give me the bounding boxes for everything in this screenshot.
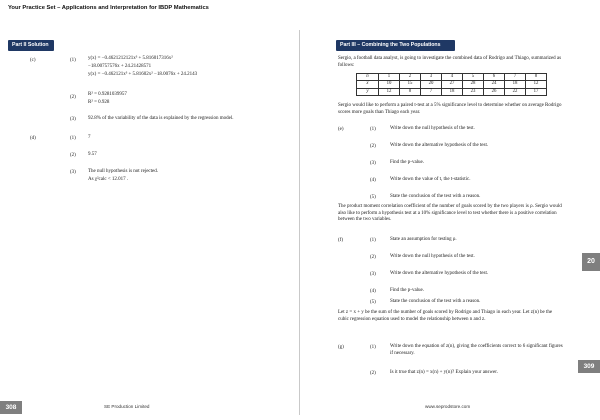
g-2-text: Is it true that z(n) = x(n) + y(n)? Explain your answer. — [390, 370, 498, 375]
g-label: (g) — [338, 345, 344, 350]
table-cell: 26 — [484, 88, 505, 95]
left-section-header: Part II Solution — [8, 40, 54, 51]
d-ii-text: 9.57 — [88, 152, 97, 157]
left-page-number: 308 — [0, 401, 22, 414]
table-cell: 18 — [442, 88, 463, 95]
right-footer: www.seprodstore.com — [425, 404, 471, 409]
table-cell: 27 — [442, 81, 463, 88]
chapter-tab: 20 — [582, 253, 600, 271]
e-1-text: Write down the null hypothesis of the test. — [390, 126, 475, 131]
e-5-text: State the conclusion of the test with a reason. — [390, 194, 481, 199]
c-ii-line-2: R² = 0.928 — [88, 100, 110, 105]
f-1-text: State an assumption for testing ρ. — [390, 237, 457, 242]
f-3-num: (3) — [370, 272, 376, 277]
table-cell: 8 — [400, 88, 421, 95]
e-5-num: (5) — [370, 195, 376, 200]
g-2-num: (2) — [370, 371, 376, 376]
c-i-line-1: y(x) = −0.4621212121x³ + 5.816017316x² — [88, 56, 173, 61]
table-cell: 15 — [400, 81, 421, 88]
right-section-header: Part III – Combining the Two Populations — [336, 40, 455, 51]
e-3-num: (3) — [370, 161, 376, 166]
f-label: (f) — [338, 238, 343, 243]
right-page-number: 309 — [578, 360, 600, 373]
table-cell: 8 — [526, 74, 547, 81]
f-2-text: Write down the null hypothesis of the test. — [390, 254, 475, 259]
let-z-paragraph: Let z = x + y be the sum of the number of goals scored by Rodrigo and Thiago in each year. Let z(n) be the cubic regression equation used to model the relationship between n and z. — [338, 310, 553, 322]
book-title: Your Practice Set – Applications and Interpretation for IBDP Mathematics — [8, 5, 209, 11]
table-cell: 18 — [505, 81, 526, 88]
e-4-text: Write down the value of t, the t-statistic. — [390, 177, 471, 182]
table-cell: 17 — [526, 88, 547, 95]
table-cell: 12 — [526, 81, 547, 88]
left-footer: SE Production Limited — [104, 404, 150, 409]
after-table-paragraph: Sergio would like to perform a paired t-test at a 5% significance level to determine whether on average Rodrigo scores more goals than Thiago each year. — [338, 103, 562, 115]
table-cell: 22 — [505, 88, 526, 95]
d-ii-num: (2) — [70, 153, 76, 158]
table-cell: x — [357, 81, 379, 88]
data-table — [356, 73, 547, 96]
table-cell: 7 — [505, 74, 526, 81]
correlation-paragraph: The product moment correlation coefficient of the number of goals scored by the two players is ρ. Sergio would also like to perform a hypothesis test at a 10% significance level to test whether there is a positive correlation between the two variables. — [338, 204, 562, 223]
table-cell: 7 — [421, 88, 442, 95]
table-cell: y — [357, 88, 379, 95]
f-5-num: (5) — [370, 300, 376, 305]
c-iii-text: 92.8% of the variability of the data is explained by the regression model. — [88, 116, 234, 121]
d-iii-num: (3) — [70, 170, 76, 175]
c-i-line-3: y(x) = −0.462121x³ + 5.81602x² −18.0076x + 24.2143 — [88, 72, 198, 77]
d-label: (d) — [30, 136, 36, 141]
table-cell: 12 — [379, 88, 400, 95]
f-3-text: Write down the alternative hypothesis of the test. — [390, 271, 489, 276]
e-4-num: (4) — [370, 178, 376, 183]
e-3-text: Find the p-value. — [390, 160, 425, 165]
table-row — [357, 74, 547, 81]
e-label: (e) — [338, 127, 344, 132]
f-2-num: (2) — [370, 255, 376, 260]
table-cell: 2 — [400, 74, 421, 81]
e-2-num: (2) — [370, 144, 376, 149]
table-cell: 1 — [379, 74, 400, 81]
d-iii-line-1: The null hypothesis is not rejected. — [88, 169, 158, 174]
table-cell: 24 — [484, 81, 505, 88]
d-i-num: (1) — [70, 136, 76, 141]
f-5-text: State the conclusion of the test with a reason. — [390, 299, 481, 304]
table-cell: 3 — [421, 74, 442, 81]
table-cell: 28 — [463, 81, 484, 88]
c-ii-num: (2) — [70, 95, 76, 100]
c-iii-num: (3) — [70, 117, 76, 122]
c-i-line-2: −18.00757576x + 24.21428571 — [88, 64, 152, 69]
table-cell: 5 — [463, 74, 484, 81]
table-cell: 23 — [463, 88, 484, 95]
table-cell: 20 — [421, 81, 442, 88]
d-iii-line-2: As χ²calc < 12.017 . — [88, 177, 129, 182]
table-row — [357, 81, 547, 88]
e-1-num: (1) — [370, 127, 376, 132]
c-label: (c) — [30, 58, 36, 63]
intro-paragraph: Sergio, a football data analyst, is going to investigate the combined data of Rodrigo and Thiago, summarized as follows: — [338, 56, 562, 68]
table-cell: n — [357, 74, 379, 81]
table-cell: 10 — [379, 81, 400, 88]
g-1-text: Write down the equation of z(n), giving the coefficients correct to 6 significant figures if necessary. — [390, 344, 563, 356]
d-i-text: 7 — [88, 135, 91, 140]
e-2-text: Write down the alternative hypothesis of the test. — [390, 143, 489, 148]
c-i-num: (1) — [70, 58, 76, 63]
f-4-num: (4) — [370, 289, 376, 294]
c-ii-line-1: R² = 0.9281039957 — [88, 92, 127, 97]
table-row — [357, 88, 547, 95]
f-1-num: (1) — [370, 238, 376, 243]
page-spine — [299, 30, 300, 415]
g-1-num: (1) — [370, 345, 376, 350]
f-4-text: Find the p-value. — [390, 288, 425, 293]
table-cell: 6 — [484, 74, 505, 81]
table-cell: 4 — [442, 74, 463, 81]
